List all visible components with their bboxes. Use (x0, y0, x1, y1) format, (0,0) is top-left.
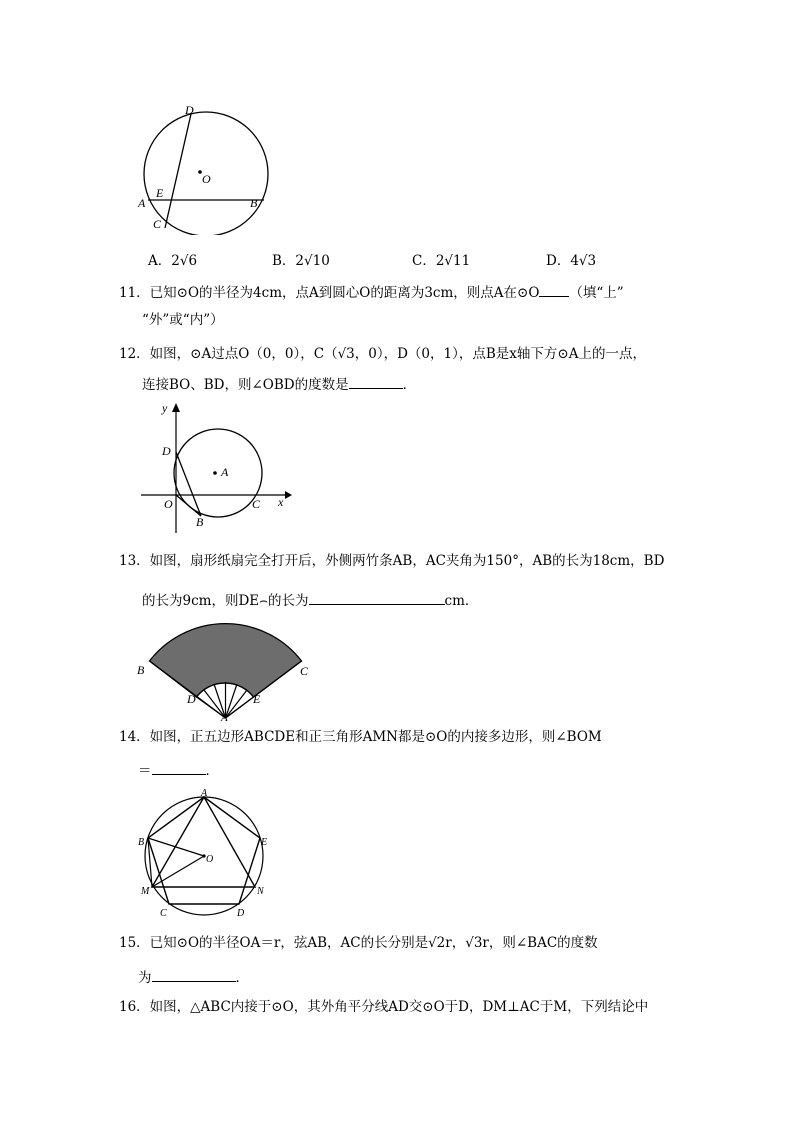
q10-label-a: A (138, 196, 146, 210)
q14-label-m: M (141, 886, 150, 897)
q13-label-d: D (187, 692, 196, 706)
q14-pentagon (148, 797, 260, 904)
q16-line-1: 16．如图，△ABC内接于⊙O，其外角平分线AD交⊙O于D，DM⊥AC于M，下列结论中 (119, 999, 649, 1015)
q11-line-1: 11．已知⊙O的半径为4cm，点A到圆心O的距离为3cm，则点A在⊙O （填“上” (119, 282, 624, 302)
q14-label-e: E (261, 837, 268, 848)
q14-label-o: O (206, 854, 214, 865)
q14-label-c: C (160, 908, 167, 919)
q13-line-1: 13．如图，扇形纸扇完全打开后，外侧两竹条AB，AC夹角为150°，AB的长为18cm，BD (119, 553, 665, 569)
q10-label-b: B (250, 196, 258, 210)
q10-label-o: O (202, 172, 211, 186)
q10-label-d: D (185, 103, 194, 117)
q12-answer-blank (349, 374, 403, 389)
q14-segment-bo (148, 838, 204, 856)
q12-label-d: D (162, 444, 171, 458)
q12-label-b: B (196, 515, 204, 529)
q12-label-a: A (221, 465, 229, 479)
q12-line-2: 连接BO、BD，则∠OBD的度数是 ． (142, 374, 416, 394)
q12-figure (135, 398, 295, 538)
q14-figure (132, 786, 282, 922)
q14-segment-mo (152, 856, 204, 887)
q12-line-1: 12．如图，⊙A过点O（0，0），C（√3，0），D（0，1），点B是x轴下方⊙A上的一点， (119, 346, 646, 362)
q12-center-dot (213, 471, 217, 475)
q10-option-b: B．2√10 (272, 253, 330, 269)
q13-answer-blank (309, 590, 445, 605)
q10-figure (130, 100, 280, 235)
q14-line-2: ＝ ． (138, 760, 219, 780)
q14-line-1: 14．如图，正五边形ABCDE和正三角形AMN都是⊙O的内接多边形，则∠BOM (119, 729, 602, 745)
q14-label-n: N (257, 886, 264, 897)
q13-label-b: B (137, 663, 145, 677)
q15-line-2: 为 ． (138, 967, 249, 987)
q14-label-a: A (201, 788, 208, 799)
q10-option-a: A．2√6 (148, 253, 198, 269)
q12-label-x: x (278, 495, 284, 509)
q11-answer-blank (539, 282, 569, 297)
q10-option-d: D．4√3 (546, 253, 597, 269)
q14-label-d: D (237, 908, 245, 919)
q15-answer-blank (152, 967, 236, 982)
q13-line-2: 的长为9cm，则DE⌢的长为 cm． (142, 590, 478, 610)
q10-chord-dc (165, 114, 191, 228)
q14-triangle (152, 797, 255, 887)
q12-label-y: y (162, 401, 168, 415)
q11-line-2: “外”或“内”） (142, 312, 224, 328)
q13-label-a: A (221, 712, 228, 724)
q13-figure (130, 612, 320, 724)
q12-label-c: C (252, 497, 261, 511)
q10-option-c: C．2√11 (412, 253, 471, 269)
q12-label-o: O (164, 497, 173, 511)
q14-answer-blank (152, 760, 206, 775)
q13-label-c: C (300, 664, 309, 678)
q10-label-c: C (153, 217, 162, 231)
q14-label-b: B (138, 837, 145, 848)
q15-line-1: 15．已知⊙O的半径OA＝r，弦AB，AC的长分别是√2r，√3r，则∠BAC的度数 (119, 935, 598, 951)
q13-label-e: E (253, 692, 261, 706)
q10-label-e: E (156, 186, 164, 200)
